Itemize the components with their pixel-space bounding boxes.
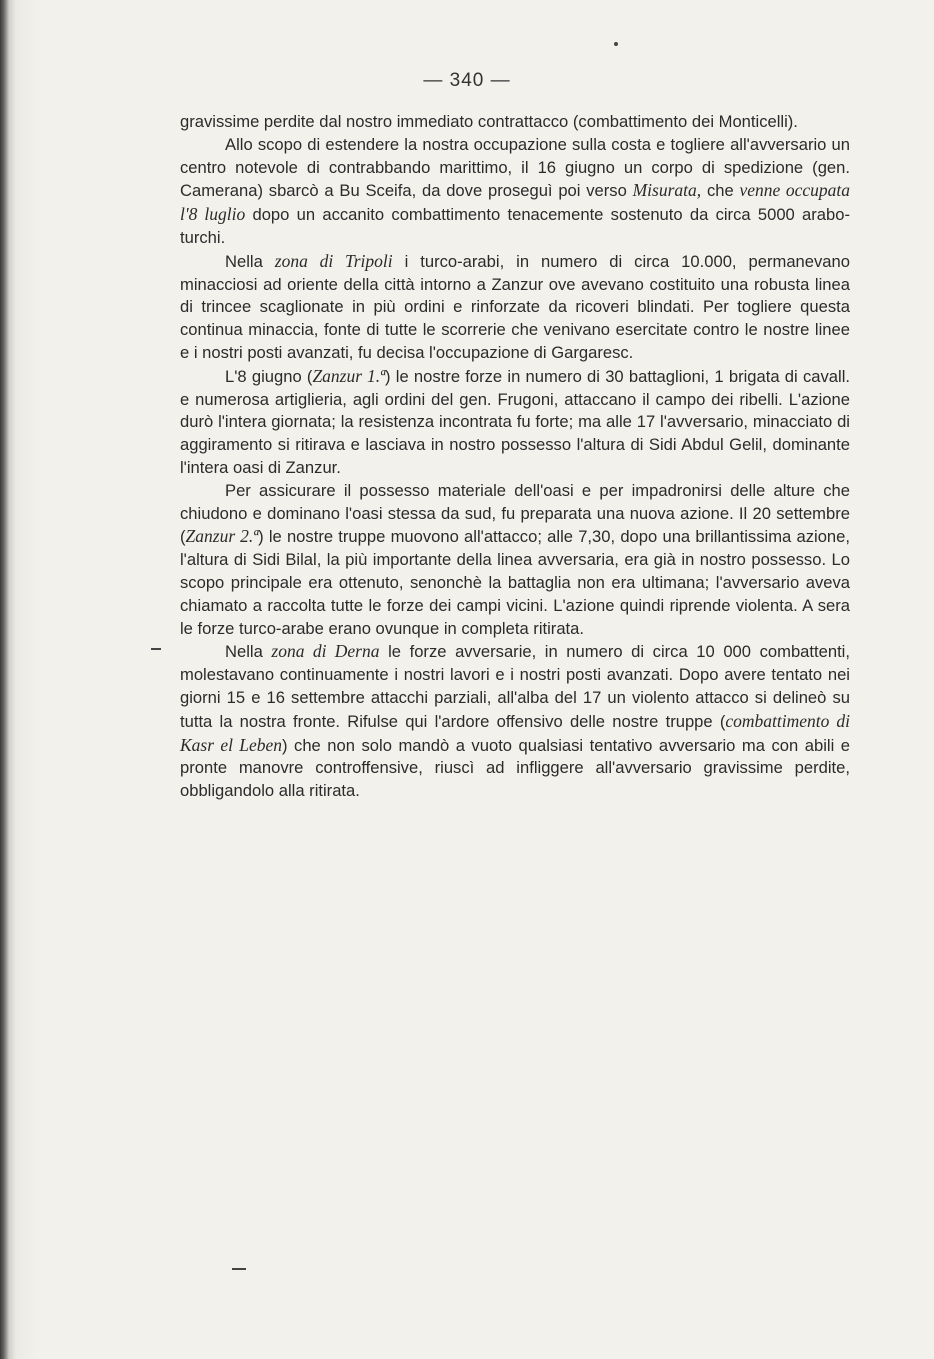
paragraph-2-text-c: che xyxy=(701,181,740,201)
occupation-date: venne occupata l'8 luglio xyxy=(180,180,850,225)
body-text xyxy=(180,111,850,803)
paragraph-6 xyxy=(180,640,850,803)
margin-mark-bottom xyxy=(232,1268,246,1270)
zona-tripoli: zona di Tripoli xyxy=(274,250,393,271)
place-misurata: Misurata, xyxy=(632,180,702,201)
paragraph-3-text-c: i turco-arabi, in numero di circa 10.000, permanevano minacciosi ad oriente della città intorno a Zanzur ove avevano costituito una robusta linea di trincee scaglionate in più ordini e rinforzate da ricoveri blindati. Per togliere questa continua minaccia, fonte di tutte le scorrerie che venivano esercitate contro le nostre linee e i nostri posti avanzati, fu decisa l'occupazione di Gargaresc. xyxy=(180,251,850,362)
combattimento-kasr-el-leben: combattimento di Kasr el Leben xyxy=(180,710,850,755)
paragraph-6-text-c: le forze avversarie, in numero di circa 10 000 combattenti, molestavano continuamente i nostri lavori e i nostri posti avanzati. Dopo avere tentato nei giorni 15 e 16 settembre attacchi parziali, all'alba del 17 un violento attacco si delineò su tutta la nostra fronte. Rifulse qui l'ardore offensivo delle nostre truppe ( xyxy=(180,642,850,731)
zona-derna: zona di Derna xyxy=(271,641,380,662)
page-number: — 340 — xyxy=(423,70,511,91)
paragraph-6-text-e: ) che non solo mandò a vuoto qualsiasi tentativo avversario ma con abili e pronte manovre controffensive, riuscì ad infliggere all'avversario gravissime perdite, obbligandolo alla ritirata. xyxy=(180,735,850,801)
paragraph-3-text-a: Nella xyxy=(225,251,275,271)
paragraph-5-text-c: ) le nostre truppe muovono all'attacco; alle 7,30, dopo una brillantissima azione, l'altura di Sidi Bilal, la più importante della linea avversaria, era già in nostro possesso. Lo scopo principale era ottenuto, senonchè la battaglia non era ultimana; l'avversario aveva chiamato a raccolta tutte le forze dei campi vicini. L'azione quindi riprende violenta. A sera le forze turco-arabe erano ovunque in completa ritirata. xyxy=(180,527,850,638)
speck-top xyxy=(614,42,618,46)
paragraph-5 xyxy=(180,480,850,641)
paragraph-2-text-a: Allo scopo di estendere la nostra occupazione sulla costa e togliere all'avversario un centro notevole di contrabbando marittimo, il 16 giugno un corpo di spedizione (gen. Camerana) sbarcò a Bu Sceifa, da dove proseguì poi verso xyxy=(180,134,850,201)
paragraph-6-text-a: Nella xyxy=(225,642,272,662)
zanzur-1: Zanzur 1.ª xyxy=(312,365,386,386)
paragraph-4 xyxy=(180,365,850,480)
zanzur-2: Zanzur 2.ª xyxy=(185,526,259,547)
margin-mark-left xyxy=(151,648,161,650)
paragraph-5-text-a: Per assicurare il possesso materiale dell'oasi e per impadronirsi delle alture che chiudono e dominano l'oasi stessa da sud, fu preparata una nuova azione. Il 20 settembre ( xyxy=(180,480,850,547)
paragraph-4-text-c: ) le nostre forze in numero di 30 battaglioni, 1 brigata di cavall. e numerosa artiglieria, agli ordini del gen. Frugoni, attaccano il campo dei ribelli. L'azione durò l'intera giornata; la resistenza incontrata fu forte; ma alle 17 l'avversario, minacciato di aggiramento si ritirava e lasciava in nostro possesso l'altura di Sidi Abdul Gelil, dominante l'intera oasi di Zanzur. xyxy=(180,366,850,477)
paragraph-1-text: gravissime perdite dal nostro immediato contrattacco (combattimento dei Monticelli). xyxy=(180,112,798,131)
paragraph-3 xyxy=(180,250,850,365)
paragraph-4-text-a: L'8 giugno ( xyxy=(225,366,313,386)
paragraph-2 xyxy=(180,134,850,250)
paragraph-2-text-e: dopo un accanito combattimento tenacemente sostenuto da circa 5000 arabo-turchi. xyxy=(180,205,850,247)
paragraph-1 xyxy=(180,111,850,134)
